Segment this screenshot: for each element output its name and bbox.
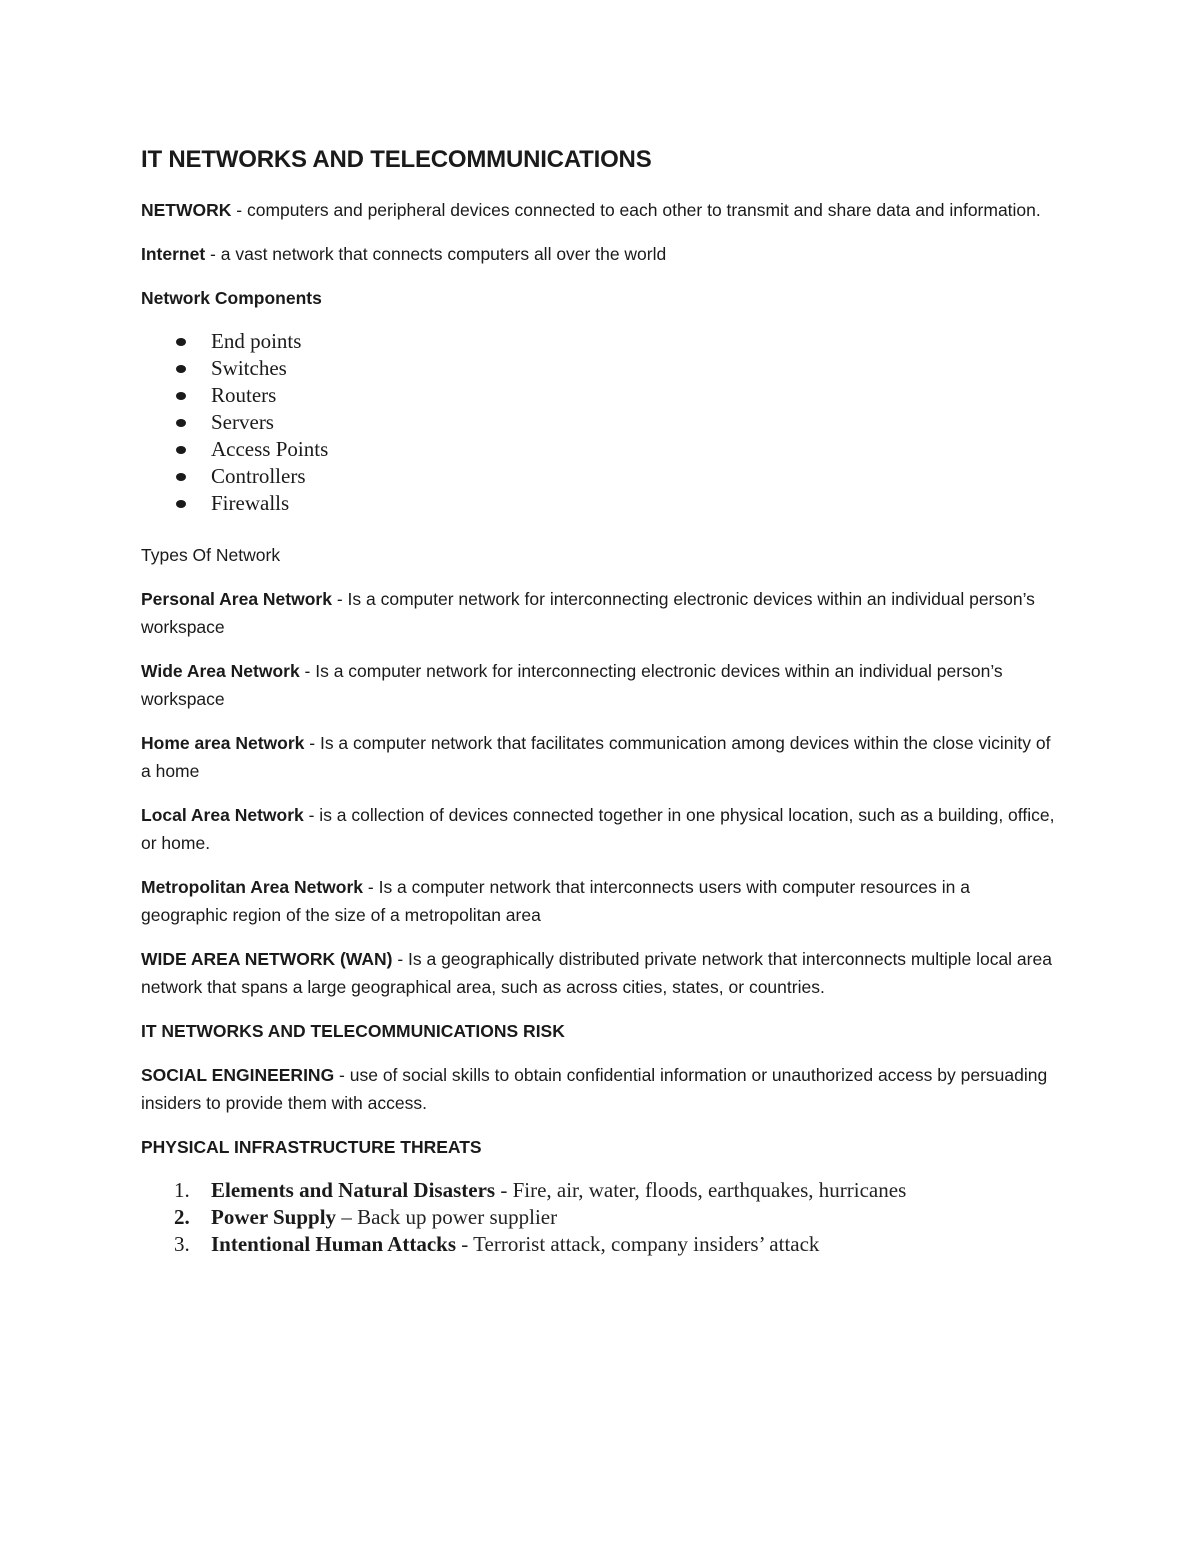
list-item: 3. Intentional Human Attacks - Terrorist attack, company insiders’ attack [174,1232,820,1256]
type-definition: Wide Area Network - Is a computer network for interconnecting electronic devices within an individual person’s workspace [141,661,1003,709]
list-item: Access Points [141,436,1061,463]
list-item: 2. Power Supply – Back up power supplier [174,1205,558,1229]
list-item: 1. Elements and Natural Disasters - Fire, air, water, floods, earthquakes, hurricanes [174,1178,907,1202]
type-term: Home area Network [141,733,305,753]
bullet-icon [176,500,186,508]
list-number: 3. [174,1232,190,1256]
threat-term: Power Supply [211,1205,337,1229]
components-list [141,328,1061,517]
risk-heading: IT NETWORKS AND TELECOMMUNICATIONS RISK [141,1021,565,1041]
network-definition-text: - computers and peripheral devices connected to each other to transmit and share data and information. [231,200,1041,220]
document-title: IT NETWORKS AND TELECOMMUNICATIONS [141,146,652,173]
threat-term: Elements and Natural Disasters [211,1178,496,1202]
threats-heading: PHYSICAL INFRASTRUCTURE THREATS [141,1137,482,1157]
network-definition [141,196,1061,224]
internet-definition [141,240,1061,268]
types-heading: Types Of Network [141,545,281,565]
bullet-icon [176,419,186,427]
list-item: Routers [141,382,1061,409]
type-term: Wide Area Network [141,661,300,681]
social-engineering-definition: SOCIAL ENGINEERING - use of social skills to obtain confidential information or unauthorized access by persuading insiders to provide them with access. [141,1065,1048,1113]
bullet-icon [176,392,186,400]
bullet-icon [176,365,186,373]
social-engineering-term: SOCIAL ENGINEERING [141,1065,335,1085]
list-number: 1. [174,1178,190,1202]
bullet-icon [176,338,186,346]
document-page [141,140,1061,1258]
list-number: 2. [174,1205,190,1229]
threats-list [141,1177,1061,1258]
type-definition: Home area Network - Is a computer network that facilitates communication among devices within the close vicinity of a home [141,733,1051,781]
list-item: Servers [141,409,1061,436]
network-term: NETWORK [141,200,232,220]
list-item: Firewalls [141,490,1061,517]
type-term: Metropolitan Area Network [141,877,364,897]
type-definition: Local Area Network - is a collection of devices connected together in one physical location, such as a building, office, or home. [141,805,1055,853]
list-item: Switches [141,355,1061,382]
type-definition: Personal Area Network - Is a computer network for interconnecting electronic devices within an individual person’s workspace [141,589,1035,637]
list-item: End points [141,328,1061,355]
type-definition: WIDE AREA NETWORK (WAN) - Is a geographically distributed private network that interconnects multiple local area network that spans a large geographical area, such as across cities, states, or countries. [141,949,1052,997]
components-heading: Network Components [141,288,322,308]
internet-term: Internet [141,244,206,264]
type-term: Personal Area Network [141,589,332,609]
type-definition: Metropolitan Area Network - Is a computer network that interconnects users with computer resources in a geographic region of the size of a metropolitan area [141,877,970,925]
type-term: Local Area Network [141,805,304,825]
bullet-icon [176,446,186,454]
type-term: WIDE AREA NETWORK (WAN) [141,949,393,969]
internet-definition-text: - a vast network that connects computers all over the world [205,244,667,264]
list-item: Controllers [141,463,1061,490]
bullet-icon [176,473,186,481]
threat-term: Intentional Human Attacks [211,1232,457,1256]
